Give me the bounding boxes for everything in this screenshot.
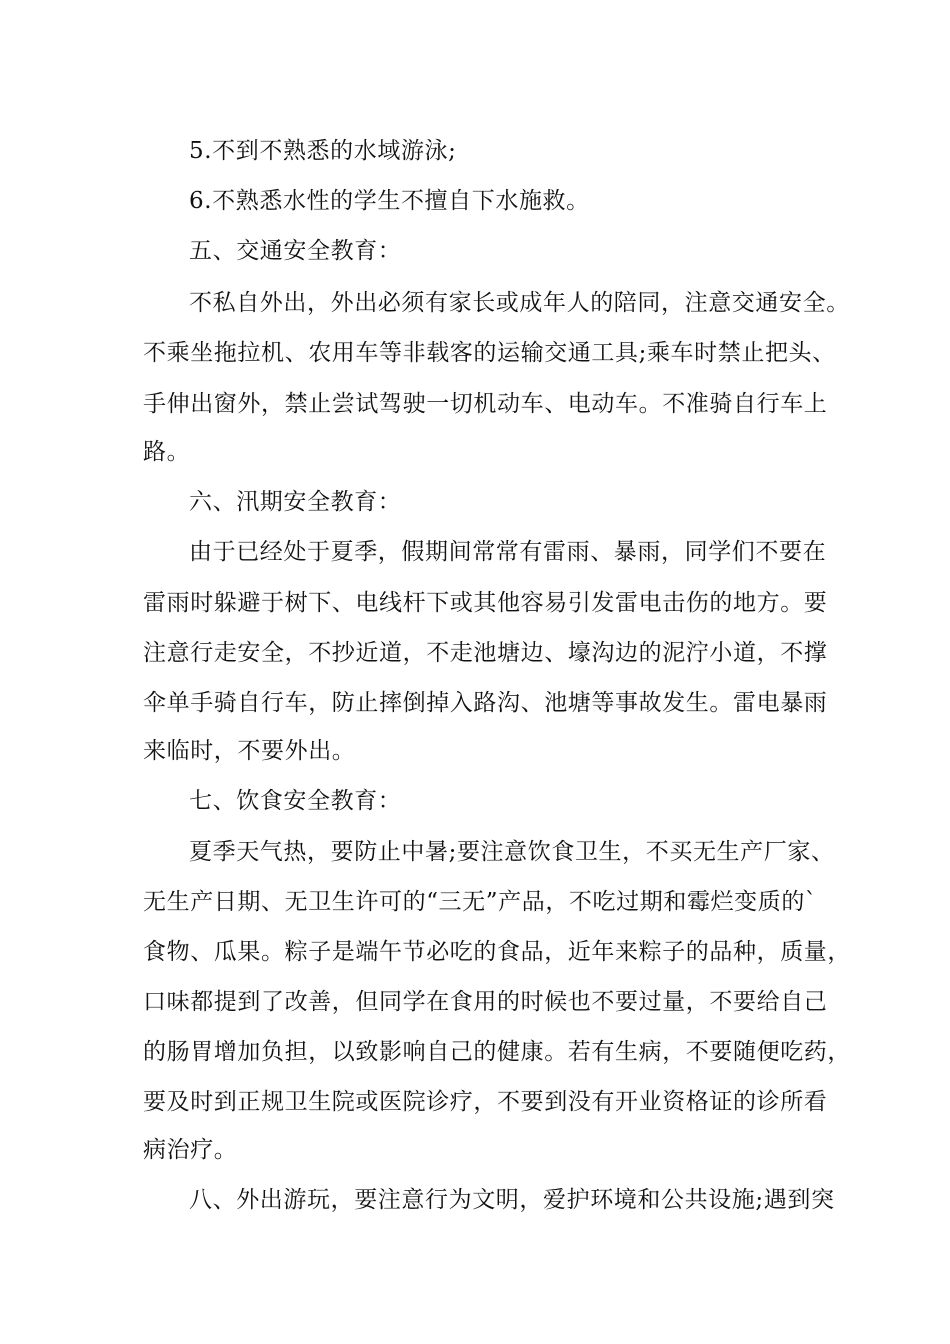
text-line: 手伸出窗外，禁止尝试驾驶一切机动车、电动车。不准骑自行车上	[143, 391, 828, 417]
section-heading: 七、饮食安全教育：	[189, 788, 402, 814]
text-line: 不乘坐拖拉机、农用车等非载客的运输交通工具;乘车时禁止把头、	[143, 340, 836, 366]
text-line: 要及时到正规卫生院或医院诊疗，不要到没有开业资格证的诊所看	[143, 1089, 828, 1115]
text-line: 注意行走安全，不抄近道，不走池塘边、壕沟边的泥泞小道，不撑	[143, 640, 828, 666]
text-line: 夏季天气热，要防止中暑;要注意饮食卫生，不买无生产厂家、	[189, 839, 835, 865]
section-heading: 六、汛期安全教育：	[189, 489, 402, 515]
text-line: 口味都提到了改善，但同学在食用的时候也不要过量，不要给自己	[143, 989, 828, 1015]
text-line: 6.不熟悉水性的学生不擅自下水施救。	[189, 188, 590, 214]
text-line: 无生产日期、无卫生许可的“三无”产品，不吃过期和霉烂变质的`	[143, 889, 818, 915]
text-line: 的肠胃增加负担，以致影响自己的健康。若有生病，不要随便吃药，	[143, 1039, 851, 1065]
text-line: 不私自外出，外出必须有家长或成年人的陪同，注意交通安全。	[189, 290, 850, 316]
text-line: 伞单手骑自行车，防止摔倒掉入路沟、池塘等事故发生。雷电暴雨	[143, 690, 828, 716]
text-line: 雷雨时躲避于树下、电线杆下或其他容易引发雷电击伤的地方。要	[143, 590, 828, 616]
text-line: 八、外出游玩，要注意行为文明，爱护环境和公共设施;遇到突	[189, 1187, 835, 1213]
text-line: 由于已经处于夏季，假期间常常有雷雨、暴雨，同学们不要在	[189, 539, 827, 565]
text-line: 5.不到不熟悉的水域游泳;	[189, 138, 457, 164]
text-line: 来临时，不要外出。	[143, 738, 356, 764]
text-line: 食物、瓜果。粽子是端午节必吃的食品，近年来粽子的品种，质量，	[143, 939, 851, 965]
text-line: 病治疗。	[143, 1137, 238, 1163]
text-line: 路。	[143, 439, 191, 465]
section-heading: 五、交通安全教育：	[189, 238, 402, 264]
